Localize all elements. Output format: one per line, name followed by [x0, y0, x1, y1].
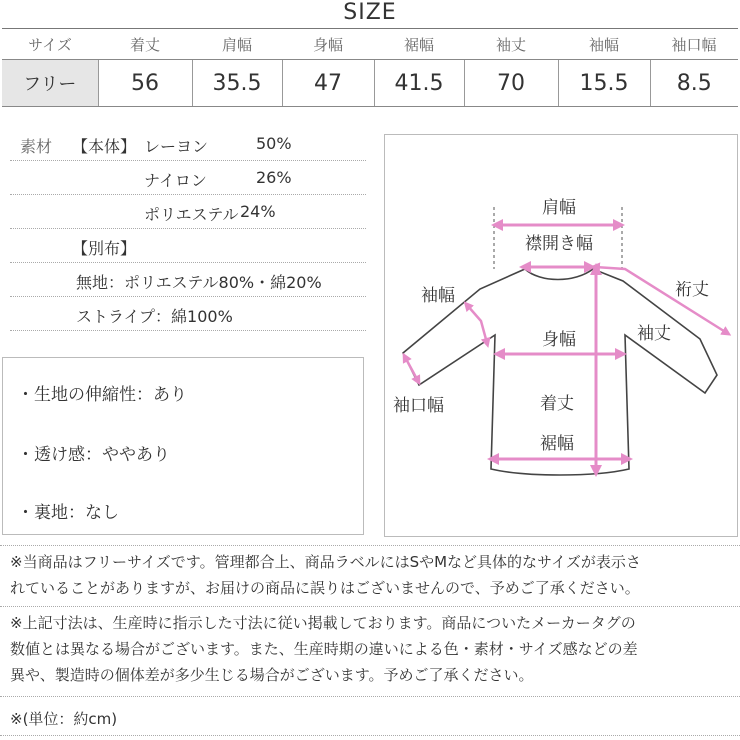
- material-row: [10, 296, 366, 331]
- note-measurement: [10, 610, 638, 688]
- label-cuff: 袖口幅: [393, 396, 444, 416]
- material-label: 素材: [20, 137, 53, 156]
- value-cell: 15.5: [558, 60, 650, 107]
- value-cell: 8.5: [650, 60, 738, 107]
- material-name: ポリエステル: [144, 205, 239, 224]
- label-length: 着丈: [540, 394, 574, 414]
- label-shoulder: 肩幅: [542, 198, 576, 218]
- material-name: レーヨン: [144, 137, 209, 156]
- material-percent: 26%: [256, 168, 292, 187]
- material-sub-item: 無地：ポリエステル80%・綿20%: [76, 273, 322, 292]
- material-percent: 24%: [240, 202, 276, 221]
- material-row: [10, 228, 366, 263]
- feature-lining: ・裏地：なし: [17, 503, 119, 523]
- header-cell: 袖幅: [558, 29, 650, 60]
- garment-diagram: [384, 134, 738, 537]
- material-row: [10, 126, 366, 161]
- label-neck: 襟開き幅: [525, 234, 593, 254]
- feature-stretch: ・生地の伸縮性：あり: [17, 385, 187, 405]
- divider: [0, 696, 740, 697]
- feature-sheerness: ・透け感：ややあり: [17, 445, 170, 465]
- label-hem: 裾幅: [540, 434, 574, 454]
- note-line: 数値とは異なる場合がございます。また、生産時期の違いによる色・素材・サイズ感などの差: [10, 640, 638, 658]
- material-sub-label: 【別布】: [72, 239, 137, 258]
- material-main-label: 【本体】: [72, 137, 137, 156]
- material-row: [10, 160, 366, 195]
- value-cell: 35.5: [192, 60, 282, 107]
- size-table-header-row: [2, 29, 738, 60]
- features-box: [2, 357, 364, 535]
- size-table: [2, 28, 738, 107]
- sleeve-width-arrow: [467, 305, 487, 343]
- header-cell: サイズ: [2, 29, 98, 60]
- value-cell: 47: [282, 60, 374, 107]
- label-yuki: 裄丈: [675, 280, 709, 300]
- size-cell: フリー: [2, 60, 98, 107]
- value-cell: 70: [464, 60, 558, 107]
- header-cell: 袖丈: [464, 29, 558, 60]
- material-row: [10, 262, 366, 297]
- material-percent: 50%: [256, 134, 292, 153]
- header-cell: 着丈: [98, 29, 192, 60]
- garment-svg: [385, 135, 737, 536]
- size-title: SIZE: [343, 0, 397, 25]
- note-free-size: [10, 549, 641, 601]
- header-cell: 袖口幅: [650, 29, 738, 60]
- note-line: ※当商品はフリーサイズです。管理都合上、商品ラベルにはSやMなど具体的なサイズが表示さ: [10, 553, 641, 571]
- note-line: ※上記寸法は、生産時に指示した寸法に従い掲載しております。商品についたメーカータグの: [10, 614, 636, 632]
- note-line: れていることがありますが、お届けの商品に誤りはございませんので、予めご了承ください。: [10, 579, 640, 597]
- table-row: [2, 60, 738, 107]
- value-cell: 41.5: [374, 60, 464, 107]
- unit-note: ※(単位：約cm): [10, 710, 118, 728]
- label-sleeve-width: 袖幅: [421, 286, 455, 306]
- material-row: [10, 194, 366, 229]
- divider: [0, 545, 740, 546]
- note-line: 異や、製造時の個体差が多少生じる場合がございます。予めご了承ください。: [10, 666, 534, 684]
- header-cell: 身幅: [282, 29, 374, 60]
- material-sub-item: ストライプ：綿100%: [76, 307, 233, 326]
- label-body-width: 身幅: [542, 330, 576, 350]
- value-cell: 56: [98, 60, 192, 107]
- header-cell: 裾幅: [374, 29, 464, 60]
- divider: [0, 606, 740, 607]
- header-cell: 肩幅: [192, 29, 282, 60]
- cuff-arrow: [405, 357, 418, 381]
- label-sleeve-length: 袖丈: [637, 324, 671, 344]
- material-name: ナイロン: [144, 171, 207, 190]
- divider: [0, 735, 740, 736]
